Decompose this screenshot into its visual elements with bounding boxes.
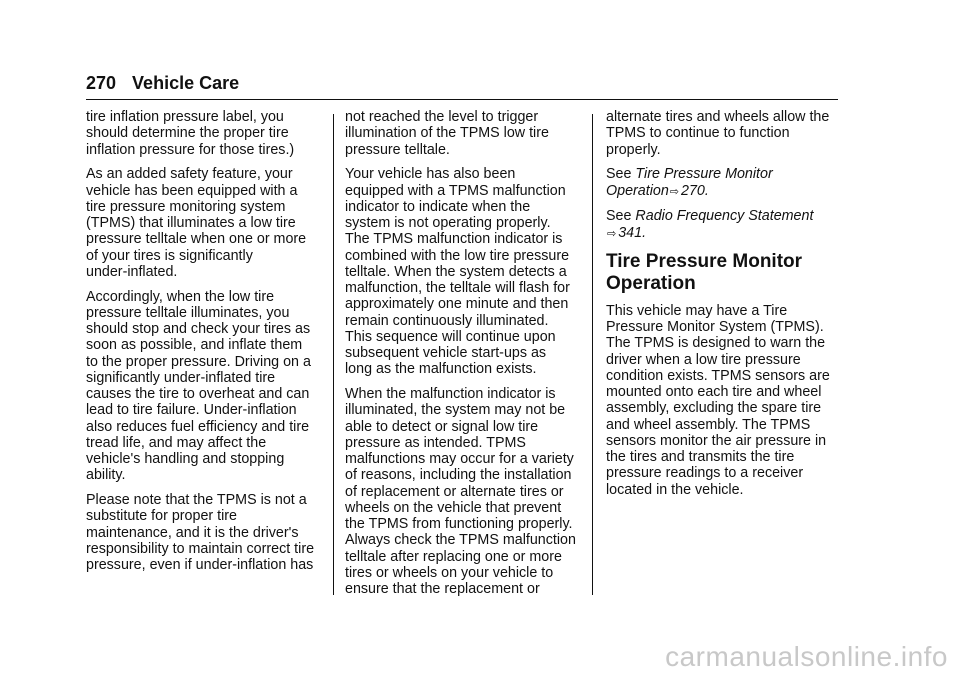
- watermark-text: carmanualsonline.info: [665, 641, 948, 672]
- header-rule: [86, 99, 838, 100]
- paragraph: Please note that the TPMS is not a substitute for proper tire maintenance, and it is the driver's responsibility to maintain correct tire pressure, even if under-inflation has: [86, 492, 315, 573]
- section-title: Vehicle Care: [132, 73, 240, 93]
- xref-suffix: .: [704, 182, 709, 199]
- column-divider: [333, 114, 334, 595]
- paragraph: When the malfunction indicator is illuminated, the system may not be able to detect or signal low tire pressure as intended. TPMS malfunctions may occur for a variety of reasons, including the installation of replacement or alternate tires or wheels on the vehicle that prevent the TPMS from functioning properly. Always check the TPMS malfunction telltale after replacing one or more tires or wheels on your vehicle to ensure that the replacement or: [345, 386, 576, 597]
- xref-page-link[interactable]: 270: [681, 182, 705, 199]
- page-arrow-icon: ⇨: [669, 185, 680, 198]
- page-header: [86, 72, 239, 94]
- xref-title-link[interactable]: Radio Frequency Statement: [635, 208, 814, 225]
- page-number: 270: [86, 73, 117, 93]
- xref-prefix: See: [606, 208, 636, 225]
- section-heading: Tire Pressure Monitor Operation: [606, 250, 803, 294]
- paragraph: Accordingly, when the low tire pressure telltale illuminates, you should stop and check your tires as soon as possible, and inflate them to the proper pressure. Driving on a significantly under-inflated tire causes the tire to overheat and can lead to tire failure. Under-inflation also reduces fuel efficiency and tire tread life, and may affect the vehicle's handling and stopping ability.: [86, 288, 311, 484]
- paragraph: Your vehicle has also been equipped with a TPMS malfunction indicator to indicate when the system is not operating properly. The TPMS malfunction indicator is combined with the low tire pressure telltale. When the system detects a malfunction, the telltale will flash for approximately one minute and then remain continuously illuminated. This sequence will continue upon subsequent vehicle start-ups as long as the malfunction exists.: [345, 166, 570, 378]
- cross-reference-radio-frequency[interactable]: [606, 208, 842, 242]
- text-column-3: [606, 109, 842, 506]
- text-column-2: [345, 109, 583, 606]
- xref-page-link[interactable]: 341: [618, 224, 643, 241]
- xref-prefix: See: [606, 166, 636, 183]
- paragraph: tire inflation pressure label, you should determine the proper tire inflation pressure for those tires.): [86, 109, 295, 158]
- paragraph: not reached the level to trigger illumination of the TPMS low tire pressure telltale.: [345, 109, 549, 158]
- column-divider: [592, 114, 593, 595]
- cross-reference-tpms-operation[interactable]: [606, 166, 842, 200]
- paragraph: As an added safety feature, your vehicle has been equipped with a tire pressure monitoring system (TPMS) that illuminates a low tire pressure telltale when one or more of your tires is significantly under-inflated.: [86, 166, 307, 280]
- paragraph: This vehicle may have a Tire Pressure Monitor System (TPMS). The TPMS is designed to warn the driver when a low tire pressure condition exists. TPMS sensors are mounted onto each tire and wheel assembly, excluding the spare tire and wheel assembly. The TPMS sensors monitor the air pressure in the tires and transmits the tire pressure readings to a receiver located in the vehicle.: [606, 302, 830, 498]
- xref-suffix: .: [642, 224, 647, 241]
- page-arrow-icon: ⇨: [607, 227, 617, 240]
- paragraph: alternate tires and wheels allow the TPMS to continue to function properly.: [606, 109, 830, 158]
- xref-title-link[interactable]: Tire Pressure Monitor Operation: [606, 166, 773, 199]
- text-column-1: [86, 109, 326, 582]
